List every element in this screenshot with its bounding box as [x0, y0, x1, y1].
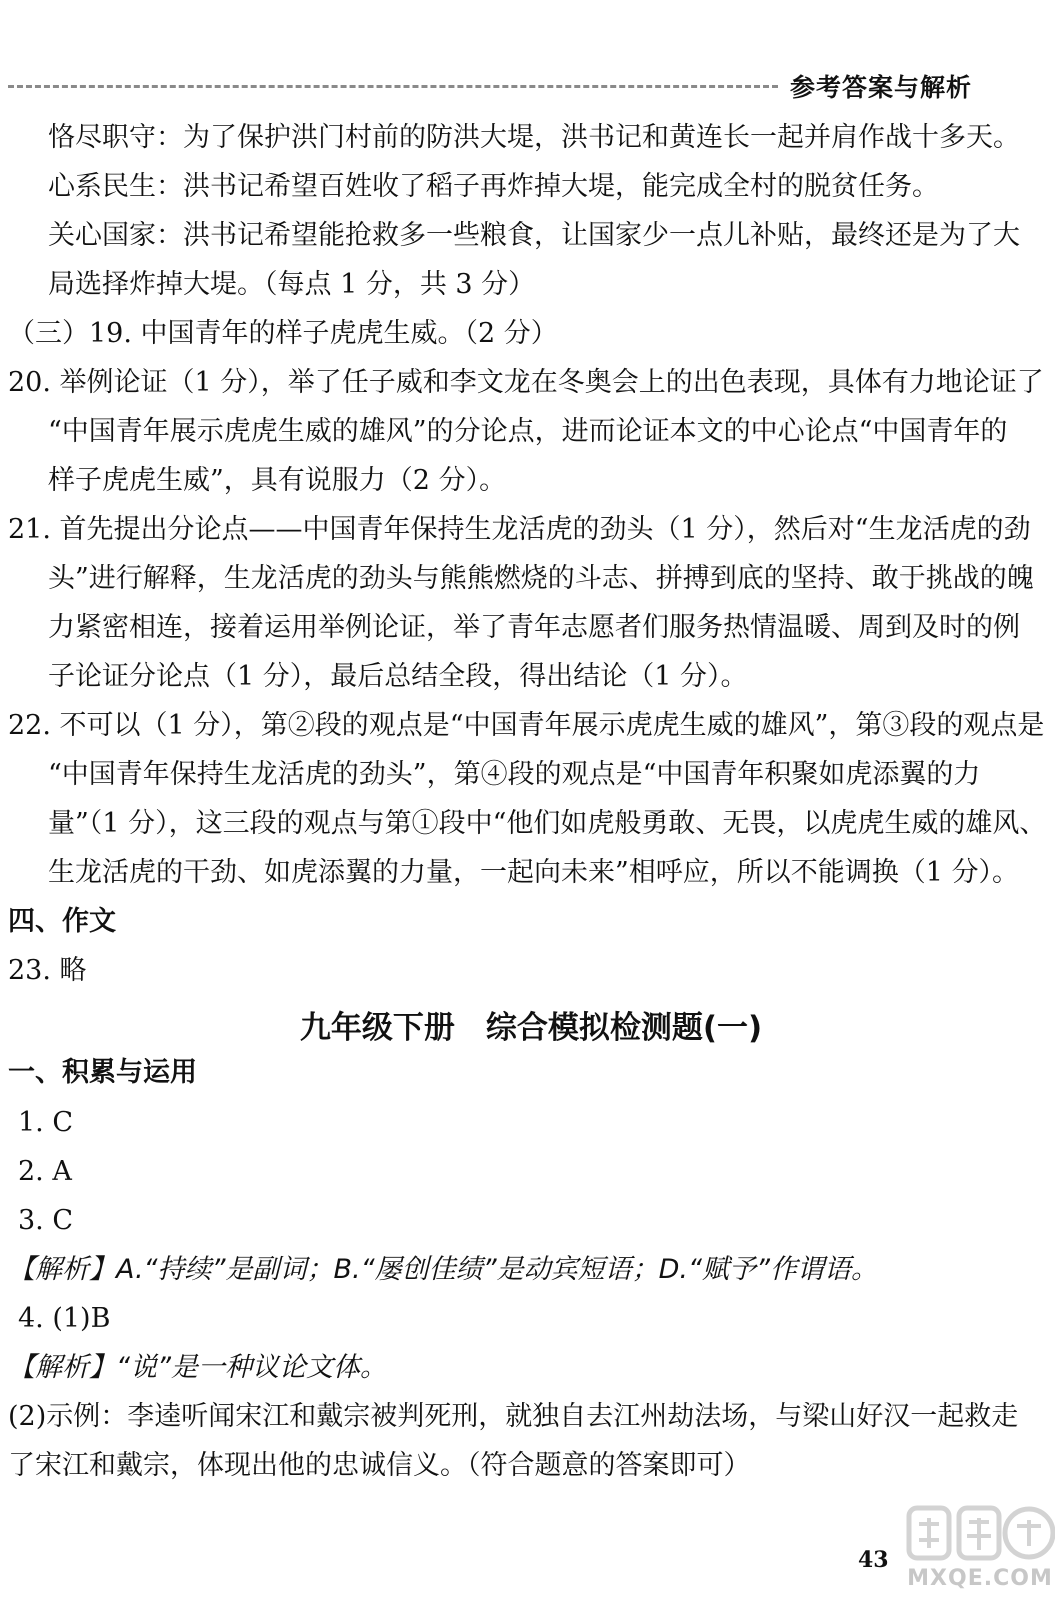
text-line: 了宋江和戴宗，体现出他的忠诚信义。（符合题意的答案即可） — [8, 1450, 751, 1481]
section-heading-accumulation: 一、积累与运用 — [8, 1057, 197, 1088]
question-23: 23. 略 — [8, 955, 87, 986]
question-20: 20. 举例论证（1 分），举了任子威和李文龙在冬奥会上的出色表现，具体有力地论证了 — [8, 367, 1044, 398]
section-heading-essay: 四、作文 — [8, 906, 116, 937]
header-rule — [8, 85, 778, 88]
question-21: 21. 首先提出分论点——中国青年保持生龙活虎的劲头（1 分），然后对“生龙活虎的劲 — [8, 514, 1031, 545]
question-19: （三）19. 中国青年的样子虎虎生威。（2 分） — [8, 318, 558, 349]
text-line: 恪尽职守：为了保护洪门村前的防洪大堤，洪书记和黄连长一起并肩作战十多天。 — [48, 122, 1020, 153]
text-line: 生龙活虎的干劲、如虎添翼的力量，一起向未来”相呼应，所以不能调换（1 分）。 — [48, 857, 1020, 888]
answer-1: 1. C — [18, 1107, 74, 1138]
answer-4-1: 4. (1)B — [18, 1303, 111, 1334]
answer-2: 2. A — [18, 1156, 72, 1187]
watermark-logo-icon — [905, 1500, 1055, 1566]
analysis-4: 【解析】“说”是一种议论文体。 — [8, 1352, 387, 1383]
text-line: 量”（1 分），这三段的观点与第①段中“他们如虎般勇敢、无畏，以虎虎生威的雄风、 — [48, 808, 1047, 839]
section-title: 九年级下册 综合模拟检测题(一) — [299, 1010, 763, 1046]
page-number: 43 — [858, 1547, 889, 1573]
text-line: 样子虎虎生威”，具有说服力（2 分）。 — [48, 465, 507, 496]
text-line: “中国青年保持生龙活虎的劲头”，第④段的观点是“中国青年积聚如虎添翼的力 — [48, 759, 981, 790]
watermark-logo — [905, 1500, 1055, 1596]
watermark-text: MXQE.COM — [907, 1566, 1053, 1591]
question-22: 22. 不可以（1 分），第②段的观点是“中国青年展示虎虎生威的雄风”，第③段的观点是 — [8, 710, 1045, 741]
analysis-3: 【解析】A.“持续”是副词；B.“屡创佳绩”是动宾短语；D.“赋予”作谓语。 — [8, 1254, 878, 1285]
text-line: 子论证分论点（1 分），最后总结全段，得出结论（1 分）。 — [48, 661, 748, 692]
text-line: 关心国家：洪书记希望能抢救多一些粮食，让国家少一点儿补贴，最终还是为了大 — [48, 220, 1020, 251]
answer-4-2: (2)示例：李逵听闻宋江和戴宗被判死刑，就独自去江州劫法场，与梁山好汉一起救走 — [8, 1401, 1019, 1432]
text-line: 头”进行解释，生龙活虎的劲头与熊熊燃烧的斗志、拼搏到底的坚持、敢于挑战的魄 — [48, 563, 1034, 594]
page-header — [0, 60, 1062, 110]
text-line: 心系民生：洪书记希望百姓收了稻子再炸掉大堤，能完成全村的脱贫任务。 — [48, 171, 939, 202]
text-line: “中国青年展示虎虎生威的雄风”的分论点，进而论证本文的中心论点“中国青年的 — [48, 416, 1008, 447]
text-line: 局选择炸掉大堤。（每点 1 分，共 3 分） — [48, 269, 536, 300]
answer-3: 3. C — [18, 1205, 74, 1236]
text-line: 力紧密相连，接着运用举例论证，举了青年志愿者们服务热情温暖、周到及时的例 — [48, 612, 1020, 643]
header-title: 参考答案与解析 — [790, 73, 973, 102]
